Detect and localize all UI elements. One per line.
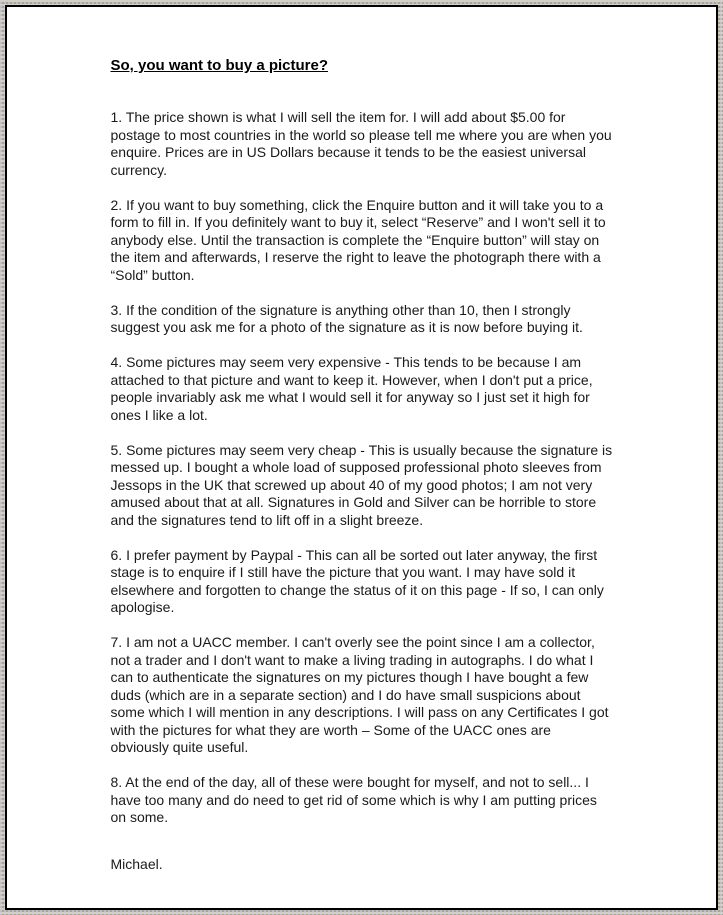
paragraph-price: 1. The price shown is what I will sell the item for. I will add about $5.00 for postage to most countries in the world so please tell me where you are when you enquire. Prices are in US Dollars because it tends to be the easiest universal currency. <box>110 109 612 178</box>
paragraph-cheap: 5. Some pictures may seem very cheap - This is usually because the signature is messed up. I bought a whole load of supposed professional photo sleeves from Jessops in the UK that screwed up about 40 of my good photos; I am not very amused about that at all. Signatures in Gold and Silver can be horrible to store and the signatures tend to lift off in a slight breeze. <box>110 441 613 528</box>
paragraph-uacc: 7. I am not a UACC member. I can't overly see the point since I am a collector, not a trader and I don't want to make a living trading in autographs. I do what I can to authenticate the signatures on my pictures though I have bought a few duds (which are in a separate section) and I do have small suspicions about some which I will mention in any descriptions. I will pass on any Certificates I got with the pictures for what they are worth – Some of the UACC ones are obviously quite useful. <box>110 634 609 755</box>
page-title: So, you want to buy a picture? <box>110 57 329 74</box>
paragraph-expensive: 4. Some pictures may seem very expensive - This tends to be because I am attached to that picture and want to keep it. However, when I don't put a price, people invariably ask me what I would sell it for anyway so I just set it high for ones I like a lot. <box>110 354 593 423</box>
paragraph-paypal: 6. I prefer payment by Paypal - This can all be sorted out later anyway, the first stage is to enquire if I still have the picture that you want. I may have sold it elsewhere and forgotten to change the status of it on this page - If so, I can only apologise. <box>110 546 604 615</box>
paragraph-signature-condition: 3. If the condition of the signature is anything other than 10, then I strongly suggest you ask me for a photo of the signature as it is now before buying it. <box>110 301 583 335</box>
document-content <box>111 7 613 873</box>
signature: Michael. <box>110 855 163 872</box>
paragraph-bought-for-myself: 8. At the end of the day, all of these were bought for myself, and not to sell... I have too many and do need to get rid of some which is why I am putting prices on some. <box>110 774 597 825</box>
paragraph-enquire: 2. If you want to buy something, click the Enquire button and it will take you to a form to fill in. If you definitely want to buy it, select “Reserve” and I won't sell it to anybody else. Until the transaction is complete the “Enquire button” will stay on the item and afterwards, I reserve the right to leave the photograph there with a “Sold” button. <box>110 196 606 283</box>
document-page <box>5 5 718 910</box>
